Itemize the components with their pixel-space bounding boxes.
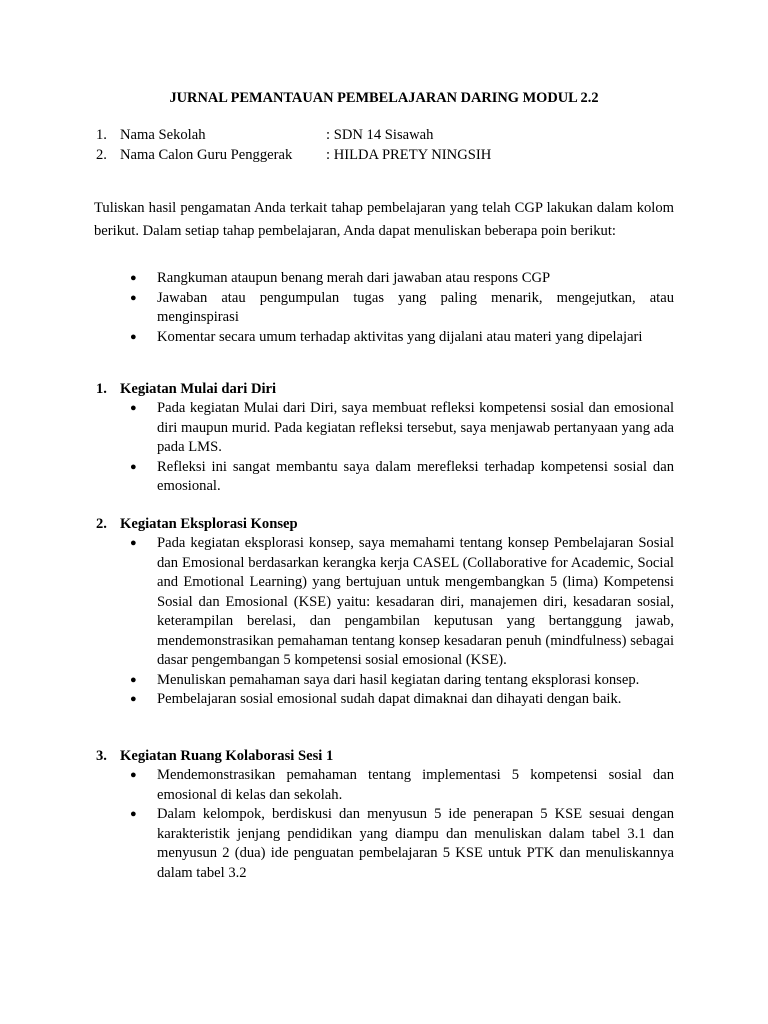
section-3-bullet-list xyxy=(130,766,674,883)
bullet-icon: ● xyxy=(130,693,137,705)
section-heading-1 xyxy=(96,380,276,400)
bullet-icon: ● xyxy=(130,291,137,304)
list-item xyxy=(130,269,674,289)
bullet-text: Komentar secara umum terhadap aktivitas yang dijalani atau materi yang dipelajari xyxy=(157,328,643,345)
bullet-text: Refleksi ini sangat membantu saya dalam merefleksi terhadap kompetensi sosial dan emosional. xyxy=(157,458,674,494)
section-number: 1. xyxy=(96,381,107,397)
bullet-icon: ● xyxy=(130,330,137,343)
bullet-icon: ● xyxy=(130,272,137,284)
bullet-icon: ● xyxy=(130,537,137,549)
bullet-icon: ● xyxy=(130,402,137,414)
intro-bullet-list xyxy=(130,269,674,347)
bullet-icon: ● xyxy=(130,769,137,781)
page-title: JURNAL PEMANTAUAN PEMBELAJARAN DARING MODUL 2.2 xyxy=(169,90,599,106)
list-item xyxy=(130,805,674,883)
section-1-bullet-list xyxy=(130,399,674,497)
teacher-label: Nama Calon Guru Penggerak xyxy=(120,147,293,163)
list-item xyxy=(130,328,674,348)
bullet-icon: ● xyxy=(130,460,137,473)
identity-row-teacher xyxy=(96,145,696,165)
section-number: 3. xyxy=(96,748,107,764)
school-value: : SDN 14 Sisawah xyxy=(326,127,434,143)
section-heading-3 xyxy=(96,747,333,767)
section-number: 2. xyxy=(96,516,107,532)
bullet-icon: ● xyxy=(130,673,137,686)
bullet-text: Pada kegiatan eksplorasi konsep, saya memahami tentang konsep Pembelajaran Sosial dan Emosional berdasarkan kerangka kerja CASEL (Collaborative for Academic, Social and Emotional Learning) yang bertujuan untuk mengembangkan 5 (lima) Kompetensi Sosial dan Emosional (KSE) yaitu: kesadaran diri, manajemen diri, kesadaran sosial, keterampilan berelasi, dan pengambilan keputusan yang bertanggung jawab, mendemonstrasikan pemahaman tentang konsep kesadaran penuh (mindfulness) sebagai dasar pengembangan 5 kompetensi sosial emosional (KSE). xyxy=(157,535,674,668)
bullet-text: Menuliskan pemahaman saya dari hasil kegiatan daring tentang eksplorasi konsep. xyxy=(157,671,640,688)
section-title: Kegiatan Eksplorasi Konsep xyxy=(120,516,298,532)
bullet-text: Pada kegiatan Mulai dari Diri, saya membuat refleksi kompetensi sosial dan emosional diri maupun murid. Pada kegiatan refleksi tersebut, saya menjawab pertanyaan yang ada pada LMS. xyxy=(157,400,674,455)
list-item xyxy=(130,671,674,691)
school-label: Nama Sekolah xyxy=(120,127,206,143)
list-item xyxy=(130,534,674,671)
intro-paragraph: Tuliskan hasil pengamatan Anda terkait tahap pembelajaran yang telah CGP lakukan dalam kolom berikut. Dalam setiap tahap pembelajaran, Anda dapat menuliskan beberapa poin berikut: xyxy=(94,200,674,239)
bullet-icon: ● xyxy=(130,808,137,820)
list-item xyxy=(130,458,674,497)
list-item xyxy=(130,399,674,458)
teacher-value: : HILDA PRETY NINGSIH xyxy=(326,147,492,163)
section-2-bullet-list xyxy=(130,534,674,710)
bullet-text: Jawaban atau pengumpulan tugas yang paling menarik, mengejutkan, atau menginspirasi xyxy=(157,289,674,325)
bullet-text: Mendemonstrasikan pemahaman tentang implementasi 5 kompetensi sosial dan emosional di kelas dan sekolah. xyxy=(157,767,674,803)
bullet-text: Rangkuman ataupun benang merah dari jawaban atau respons CGP xyxy=(157,270,551,286)
bullet-text: Dalam kelompok, berdiskusi dan menyusun 5 ide penerapan 5 KSE sesuai dengan karakteristik jenjang pendidikan yang diampu dan menuliskan dalam tabel 3.1 dan menyusun 2 (dua) ide penguatan pembelajaran 5 KSE untuk PTK dan menuliskannya dalam tabel 3.2 xyxy=(157,806,674,881)
section-heading-2 xyxy=(96,515,298,535)
bullet-text: Pembelajaran sosial emosional sudah dapat dimaknai dan dihayati dengan baik. xyxy=(157,691,622,707)
list-item xyxy=(130,766,674,805)
list-item xyxy=(130,690,674,710)
list-number: 1. xyxy=(96,127,107,143)
section-title: Kegiatan Ruang Kolaborasi Sesi 1 xyxy=(120,748,334,764)
list-number: 2. xyxy=(96,147,107,163)
section-title: Kegiatan Mulai dari Diri xyxy=(120,381,277,397)
identity-list xyxy=(96,125,696,165)
list-item xyxy=(130,289,674,328)
identity-row-school xyxy=(96,125,696,145)
